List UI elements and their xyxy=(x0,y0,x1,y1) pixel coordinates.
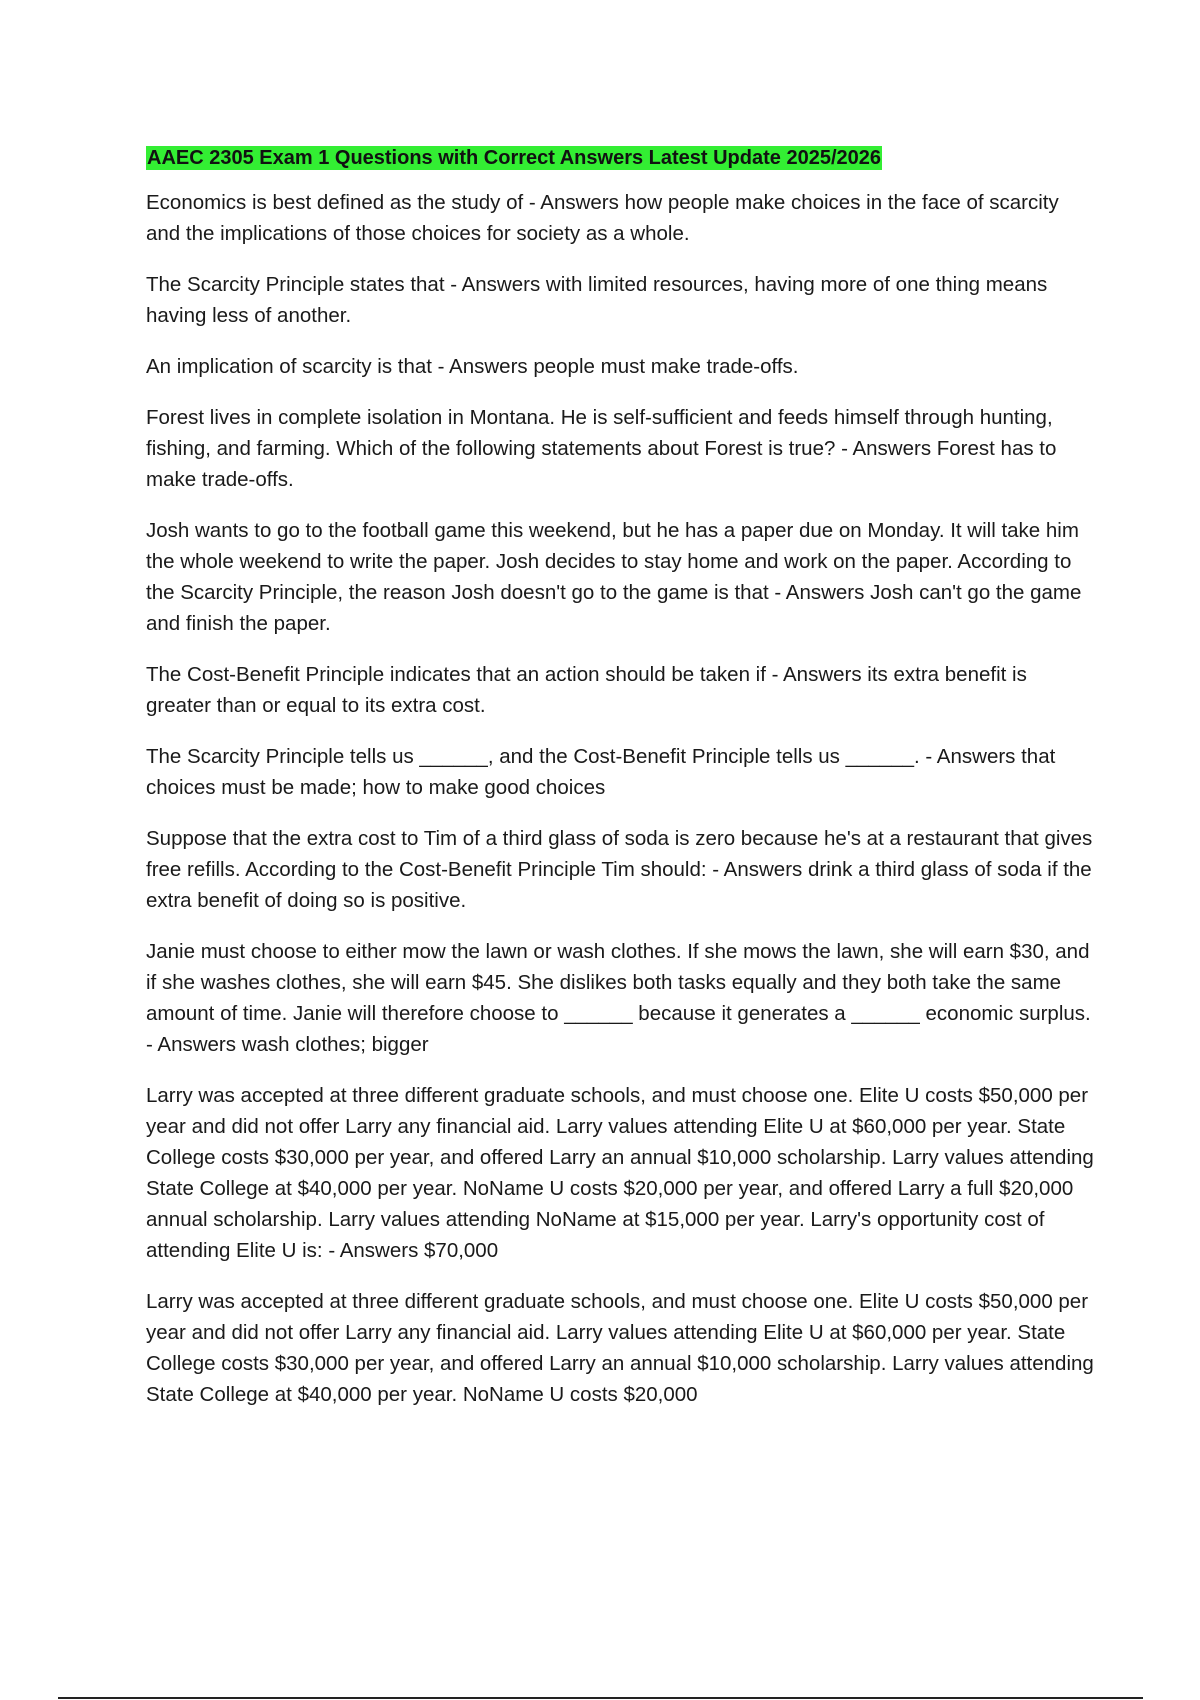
qa-item: Josh wants to go to the football game this weekend, but he has a paper due on Monday. It will take him the whole weekend to write the paper. Josh decides to stay home and work on the paper. According to the Scarcity Principle, the reason Josh doesn't go to the game is that - Answers Josh can't go the game and finish the paper. xyxy=(146,519,1082,635)
document-title: AAEC 2305 Exam 1 Questions with Correct Answers Latest Update 2025/2026 xyxy=(147,147,881,169)
qa-item: Suppose that the extra cost to Tim of a third glass of soda is zero because he's at a restaurant that gives free refills. According to the Cost-Benefit Principle Tim should: - Answers drink a third glass of soda if the extra benefit of doing so is positive. xyxy=(146,827,1093,912)
qa-item: The Scarcity Principle states that - Answers with limited resources, having more of one thing means having less of another. xyxy=(146,273,1048,327)
qa-item: An implication of scarcity is that - Answers people must make trade-offs. xyxy=(146,355,799,378)
title-block xyxy=(146,143,1094,175)
page-bottom-rule xyxy=(58,1697,1143,1699)
qa-item: Larry was accepted at three different graduate schools, and must choose one. Elite U costs $50,000 per year and did not offer Larry any financial aid. Larry values attending Elite U at $60,000 per year. State College costs $30,000 per year, and offered Larry an annual $10,000 scholarship. Larry values attending State College at $40,000 per year. NoName U costs $20,000 xyxy=(146,1290,1094,1406)
document-body xyxy=(146,143,1094,1430)
qa-item: Forest lives in complete isolation in Montana. He is self-sufficient and feeds himself through hunting, fishing, and farming. Which of the following statements about Forest is true? - Answers Forest has to make trade-offs. xyxy=(146,406,1057,491)
qa-item: Janie must choose to either mow the lawn or wash clothes. If she mows the lawn, she will earn $30, and if she washes clothes, she will earn $45. She dislikes both tasks equally and they both take the same amount of time. Janie will therefore choose to ______ because it generates a ______ economic surplus. - Answers wash clothes; bigger xyxy=(146,940,1091,1056)
qa-item: Larry was accepted at three different graduate schools, and must choose one. Elite U costs $50,000 per year and did not offer Larry any financial aid. Larry values attending Elite U at $60,000 per year. State College costs $30,000 per year, and offered Larry an annual $10,000 scholarship. Larry values attending State College at $40,000 per year. NoName U costs $20,000 per year, and offered Larry a full $20,000 annual scholarship. Larry values attending NoName at $15,000 per year. Larry's opportunity cost of attending Elite U is: - Answers $70,000 xyxy=(146,1084,1094,1262)
qa-item: The Cost-Benefit Principle indicates that an action should be taken if - Answers its extra benefit is greater than or equal to its extra cost. xyxy=(146,663,1027,717)
qa-item: The Scarcity Principle tells us ______, and the Cost-Benefit Principle tells us ______. - Answers that choices must be made; how to make good choices xyxy=(146,745,1056,799)
qa-item: Economics is best defined as the study of - Answers how people make choices in the face of scarcity and the implications of those choices for society as a whole. xyxy=(146,191,1059,245)
